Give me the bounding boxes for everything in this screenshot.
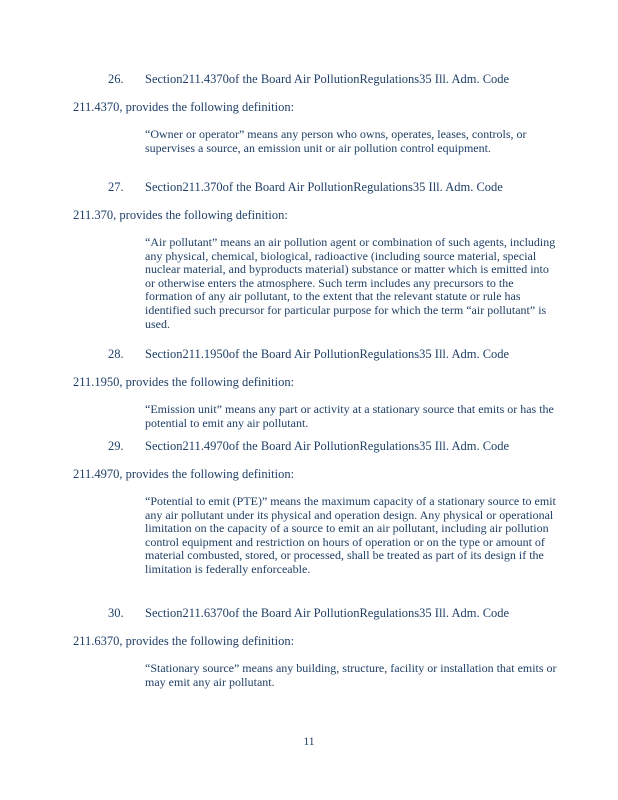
section-citation: Section211.6370of the Board Air PollutionRegulations35 Ill. Adm. Code <box>145 606 510 620</box>
definition-potential-to-emit: “Potential to emit (PTE)” means the maximum capacity of a stationary source to emit any air pollutant under its physical and operation design. Any physical or operational limitation on the capacity of a source to emit an air pollutant, including air pollution control equipment and restriction on hours of operation or on the type or amount of material combusted, stored, or processed, shall be treated as part of its design if the limitation is federally enforceable. <box>145 494 556 576</box>
section-citation: Section211.4370of the Board Air PollutionRegulations35 Ill. Adm. Code <box>145 72 510 86</box>
paragraph-number: 27. <box>108 180 124 194</box>
definition-emission-unit: “Emission unit” means any part or activity at a stationary source that emits or has the potential to emit any air pollutant. <box>145 402 554 430</box>
page-number: 11 <box>303 736 315 748</box>
paragraph-30-heading <box>108 606 509 621</box>
paragraph-number: 30. <box>108 606 124 620</box>
paragraph-29-heading <box>108 439 509 454</box>
paragraph-26-heading <box>108 72 509 87</box>
section-citation: Section211.370of the Board Air PollutionRegulations35 Ill. Adm. Code <box>145 180 503 194</box>
definition-stationary-source: “Stationary source” means any building, structure, facility or installation that emits or may emit any air pollutant. <box>145 661 557 689</box>
paragraph-26-continuation: 211.4370, provides the following definition: <box>73 100 295 114</box>
paragraph-number: 29. <box>108 439 124 453</box>
paragraph-28-continuation: 211.1950, provides the following definition: <box>73 375 295 389</box>
paragraph-29-continuation: 211.4970, provides the following definition: <box>73 467 295 481</box>
section-citation: Section211.4970of the Board Air PollutionRegulations35 Ill. Adm. Code <box>145 439 510 453</box>
paragraph-30-continuation: 211.6370, provides the following definition: <box>73 634 295 648</box>
paragraph-27-heading <box>108 180 503 195</box>
section-citation: Section211.1950of the Board Air PollutionRegulations35 Ill. Adm. Code <box>145 347 510 361</box>
paragraph-number: 26. <box>108 72 124 86</box>
definition-owner-operator: “Owner or operator” means any person who owns, operates, leases, controls, or supervises a source, an emission unit or air pollution control equipment. <box>145 127 527 155</box>
paragraph-28-heading <box>108 347 509 362</box>
paragraph-27-continuation: 211.370, provides the following definition: <box>73 208 288 222</box>
paragraph-number: 28. <box>108 347 124 361</box>
definition-air-pollutant: “Air pollutant” means an air pollution agent or combination of such agents, including any physical, chemical, biological, radioactive (including source material, special nuclear material, and byproducts material) substance or matter which is emitted into or otherwise enters the atmosphere. Such term includes any precursors to the formation of any air pollutant, to the extent that the relevant statute or rule has identified such precursor for particular purpose for which the term “air pollutant” is used. <box>145 235 556 331</box>
